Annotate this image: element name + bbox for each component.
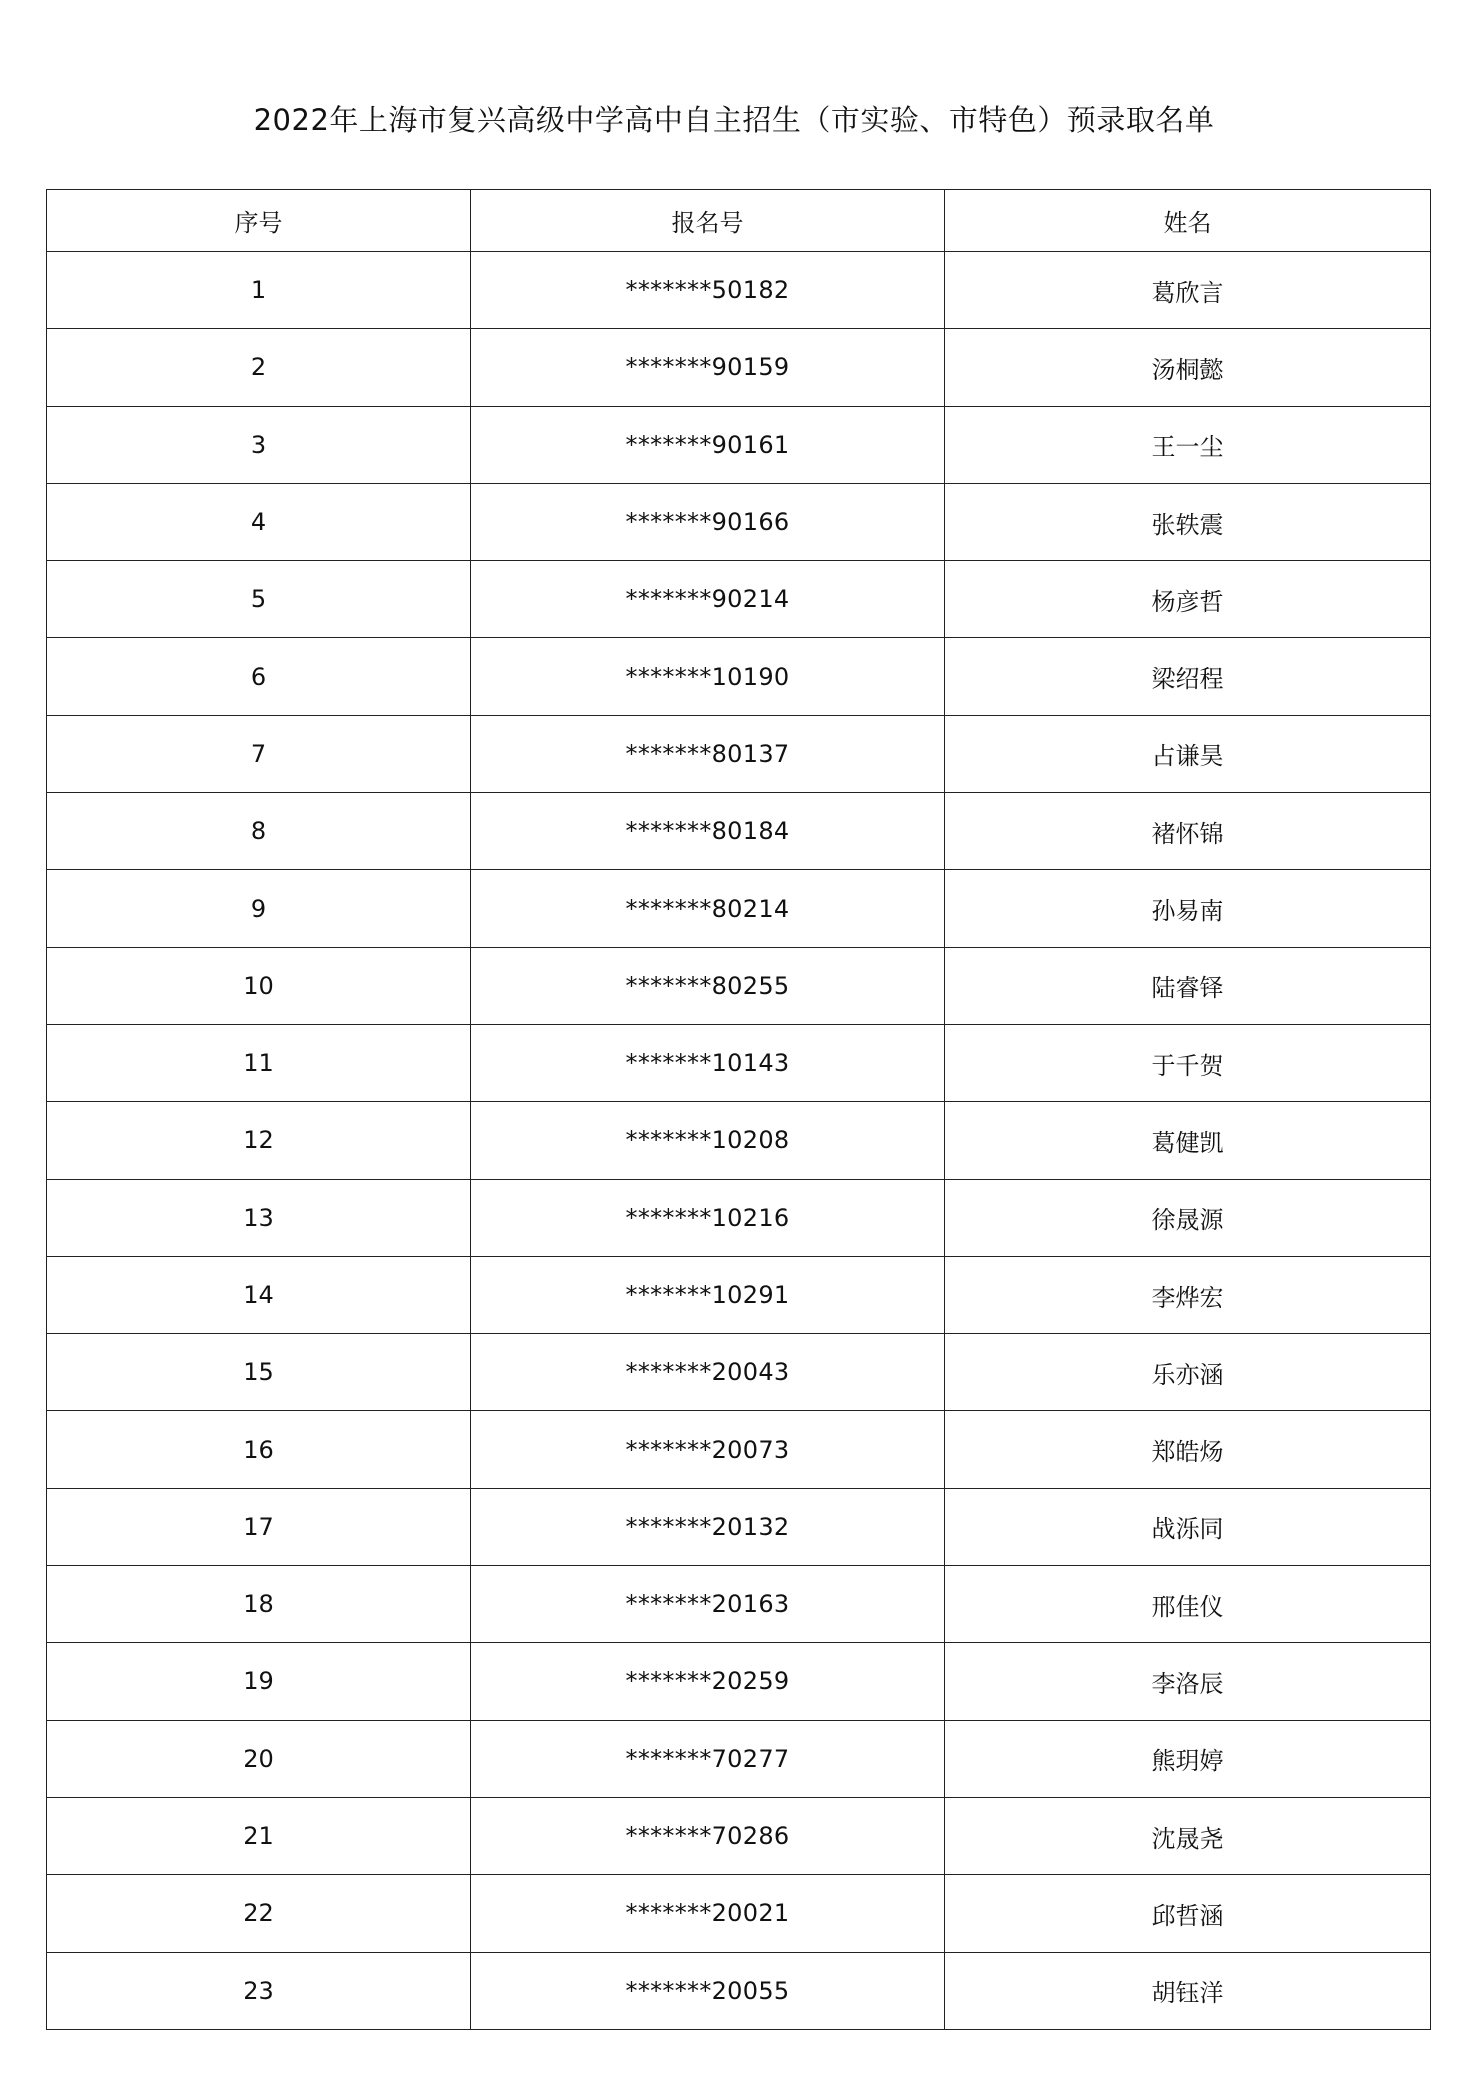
registration-number-cell: *******90161 bbox=[471, 406, 945, 483]
table-row bbox=[47, 1488, 1431, 1565]
serial-number-cell: 7 bbox=[47, 715, 471, 792]
student-name-cell: 占谦昊 bbox=[945, 715, 1431, 792]
serial-number-cell: 6 bbox=[47, 638, 471, 715]
serial-number-cell: 14 bbox=[47, 1256, 471, 1333]
registration-number-cell: *******10216 bbox=[471, 1179, 945, 1256]
student-name-cell: 汤桐懿 bbox=[945, 329, 1431, 406]
table-row bbox=[47, 561, 1431, 638]
serial-number-cell: 4 bbox=[47, 483, 471, 560]
table-row bbox=[47, 1720, 1431, 1797]
student-name-cell: 褚怀锦 bbox=[945, 793, 1431, 870]
registration-number-cell: *******10143 bbox=[471, 1024, 945, 1101]
table-row bbox=[47, 793, 1431, 870]
serial-number-cell: 23 bbox=[47, 1952, 471, 2029]
registration-number-cell: *******10291 bbox=[471, 1256, 945, 1333]
table-body bbox=[47, 252, 1431, 2030]
serial-number-cell: 15 bbox=[47, 1334, 471, 1411]
student-name-cell: 邢佳仪 bbox=[945, 1566, 1431, 1643]
student-name-cell: 于千贺 bbox=[945, 1024, 1431, 1101]
registration-number-cell: *******80255 bbox=[471, 947, 945, 1024]
student-name-cell: 王一尘 bbox=[945, 406, 1431, 483]
serial-number-cell: 8 bbox=[47, 793, 471, 870]
student-name-cell: 梁绍程 bbox=[945, 638, 1431, 715]
student-name-cell: 李烨宏 bbox=[945, 1256, 1431, 1333]
serial-number-cell: 5 bbox=[47, 561, 471, 638]
serial-number-cell: 18 bbox=[47, 1566, 471, 1643]
registration-number-cell: *******50182 bbox=[471, 252, 945, 329]
registration-number-cell: *******90159 bbox=[471, 329, 945, 406]
serial-number-cell: 1 bbox=[47, 252, 471, 329]
table-header-row bbox=[47, 190, 1431, 252]
table-row bbox=[47, 1024, 1431, 1101]
table-row bbox=[47, 715, 1431, 792]
registration-number-cell: *******20055 bbox=[471, 1952, 945, 2029]
serial-number-cell: 3 bbox=[47, 406, 471, 483]
registration-number-cell: *******70286 bbox=[471, 1797, 945, 1874]
student-name-cell: 陆睿铎 bbox=[945, 947, 1431, 1024]
registration-number-cell: *******20043 bbox=[471, 1334, 945, 1411]
registration-number-cell: *******10208 bbox=[471, 1102, 945, 1179]
student-name-cell: 徐晟源 bbox=[945, 1179, 1431, 1256]
table-row bbox=[47, 1875, 1431, 1952]
student-name-cell: 胡钰洋 bbox=[945, 1952, 1431, 2029]
serial-number-cell: 16 bbox=[47, 1411, 471, 1488]
table-row bbox=[47, 483, 1431, 560]
header-serial-number: 序号 bbox=[47, 190, 471, 252]
student-name-cell: 乐亦涵 bbox=[945, 1334, 1431, 1411]
student-name-cell: 战泺同 bbox=[945, 1488, 1431, 1565]
serial-number-cell: 19 bbox=[47, 1643, 471, 1720]
registration-number-cell: *******20259 bbox=[471, 1643, 945, 1720]
table-row bbox=[47, 1256, 1431, 1333]
serial-number-cell: 12 bbox=[47, 1102, 471, 1179]
registration-number-cell: *******20021 bbox=[471, 1875, 945, 1952]
student-name-cell: 葛健凯 bbox=[945, 1102, 1431, 1179]
table-row bbox=[47, 870, 1431, 947]
serial-number-cell: 10 bbox=[47, 947, 471, 1024]
table-row bbox=[47, 1643, 1431, 1720]
table-row bbox=[47, 1334, 1431, 1411]
registration-number-cell: *******80137 bbox=[471, 715, 945, 792]
table-row bbox=[47, 329, 1431, 406]
serial-number-cell: 20 bbox=[47, 1720, 471, 1797]
student-name-cell: 张轶震 bbox=[945, 483, 1431, 560]
table-row bbox=[47, 406, 1431, 483]
header-registration-number: 报名号 bbox=[471, 190, 945, 252]
admission-table bbox=[46, 189, 1431, 2030]
table-row bbox=[47, 1411, 1431, 1488]
registration-number-cell: *******20163 bbox=[471, 1566, 945, 1643]
student-name-cell: 杨彦哲 bbox=[945, 561, 1431, 638]
table-row bbox=[47, 1952, 1431, 2029]
serial-number-cell: 11 bbox=[47, 1024, 471, 1101]
registration-number-cell: *******80184 bbox=[471, 793, 945, 870]
header-name: 姓名 bbox=[945, 190, 1431, 252]
serial-number-cell: 2 bbox=[47, 329, 471, 406]
registration-number-cell: *******70277 bbox=[471, 1720, 945, 1797]
serial-number-cell: 17 bbox=[47, 1488, 471, 1565]
student-name-cell: 邱哲涵 bbox=[945, 1875, 1431, 1952]
registration-number-cell: *******90214 bbox=[471, 561, 945, 638]
student-name-cell: 郑皓炀 bbox=[945, 1411, 1431, 1488]
student-name-cell: 沈晟尧 bbox=[945, 1797, 1431, 1874]
student-name-cell: 熊玥婷 bbox=[945, 1720, 1431, 1797]
registration-number-cell: *******90166 bbox=[471, 483, 945, 560]
table-row bbox=[47, 947, 1431, 1024]
student-name-cell: 李洛辰 bbox=[945, 1643, 1431, 1720]
serial-number-cell: 9 bbox=[47, 870, 471, 947]
registration-number-cell: *******20073 bbox=[471, 1411, 945, 1488]
table-row bbox=[47, 1797, 1431, 1874]
table-row bbox=[47, 1102, 1431, 1179]
serial-number-cell: 21 bbox=[47, 1797, 471, 1874]
student-name-cell: 葛欣言 bbox=[945, 252, 1431, 329]
table-row bbox=[47, 638, 1431, 715]
student-name-cell: 孙易南 bbox=[945, 870, 1431, 947]
table-row bbox=[47, 1566, 1431, 1643]
registration-number-cell: *******80214 bbox=[471, 870, 945, 947]
registration-number-cell: *******20132 bbox=[471, 1488, 945, 1565]
table-row bbox=[47, 1179, 1431, 1256]
table-row bbox=[47, 252, 1431, 329]
registration-number-cell: *******10190 bbox=[471, 638, 945, 715]
serial-number-cell: 13 bbox=[47, 1179, 471, 1256]
page-title: 2022年上海市复兴高级中学高中自主招生（市实验、市特色）预录取名单 bbox=[253, 103, 1215, 137]
serial-number-cell: 22 bbox=[47, 1875, 471, 1952]
